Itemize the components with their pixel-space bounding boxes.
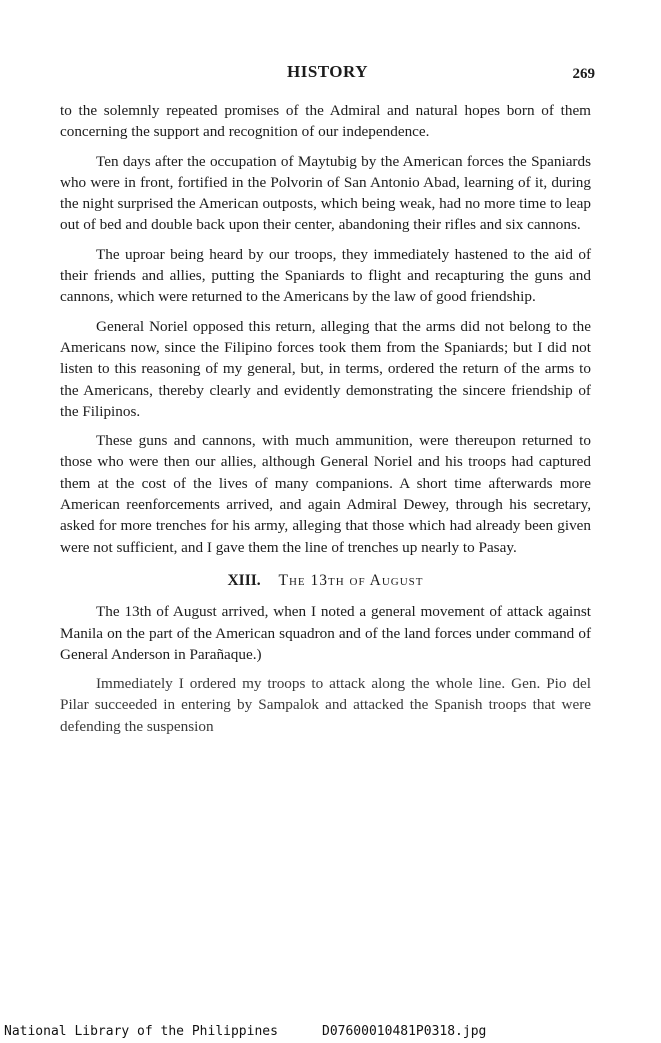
- running-title: HISTORY: [286, 62, 368, 81]
- page-number: 269: [572, 66, 595, 82]
- paragraph: Ten days after the occupation of Maytubig by the American forces the Spaniards who were in front, fortified in the Polvorin of San Antonio Abad, learning of it, during the night surprised the American outposts, which being weak, had no more time to leap out of bed and double back upon their center, abandoning their rifles and six cannons.: [60, 152, 591, 234]
- section-numeral: XIII.: [227, 571, 261, 589]
- paragraph: The uproar being heard by our troops, they immediately hastened to the aid of their friends and allies, putting the Spaniards to flight and recapturing the guns and cannons, which were returned to the Americans by the law of good friendship.: [60, 245, 591, 306]
- footer-filename: D07600010481P0318.jpg: [322, 1024, 487, 1039]
- paragraph: Immediately I ordered my troops to attack along the whole line. Gen. Pio del Pilar succeeded in entering by Sampalok and attacked the Spanish troops that were defending the suspension: [60, 675, 591, 735]
- paragraph: General Noriel opposed this return, alleging that the arms did not belong to the Americans now, since the Filipino forces took them from the Spaniards; but I did not listen to this reasoning of my general, but, in terms, ordered the return of the arms to the Americans, thereby clearly and evidently demonstrating the sincere friendship of the Filipinos.: [60, 317, 591, 420]
- paragraph: The 13th of August arrived, when I noted a general movement of attack against Manila on the part of the American squadron and of the land forces under command of General Anderson in Parañaque.): [60, 603, 591, 663]
- body-text: [60, 100, 591, 745]
- paragraph: These guns and cannons, with much ammunition, were thereupon returned to those who were then our allies, although General Noriel and his troops had captured them at the cost of the lives of many companions. A short time afterwards more American reenforcements arrived, and again Admiral Dewey, through his secretary, asked for more trenches for his army, alleging that those which had already been given were not sufficient, and I gave them the line of trenches up nearly to Pasay.: [60, 432, 591, 556]
- section-heading: [60, 570, 591, 591]
- footer-source: National Library of the Philippines: [4, 1024, 278, 1039]
- paragraph-continuation: to the solemnly repeated promises of the Admiral and natural hopes born of them concerning the support and recognition of our independence.: [60, 102, 591, 141]
- running-head: [60, 62, 595, 86]
- section-title: The 13th of August: [278, 571, 424, 589]
- scan-footer: [4, 1024, 604, 1039]
